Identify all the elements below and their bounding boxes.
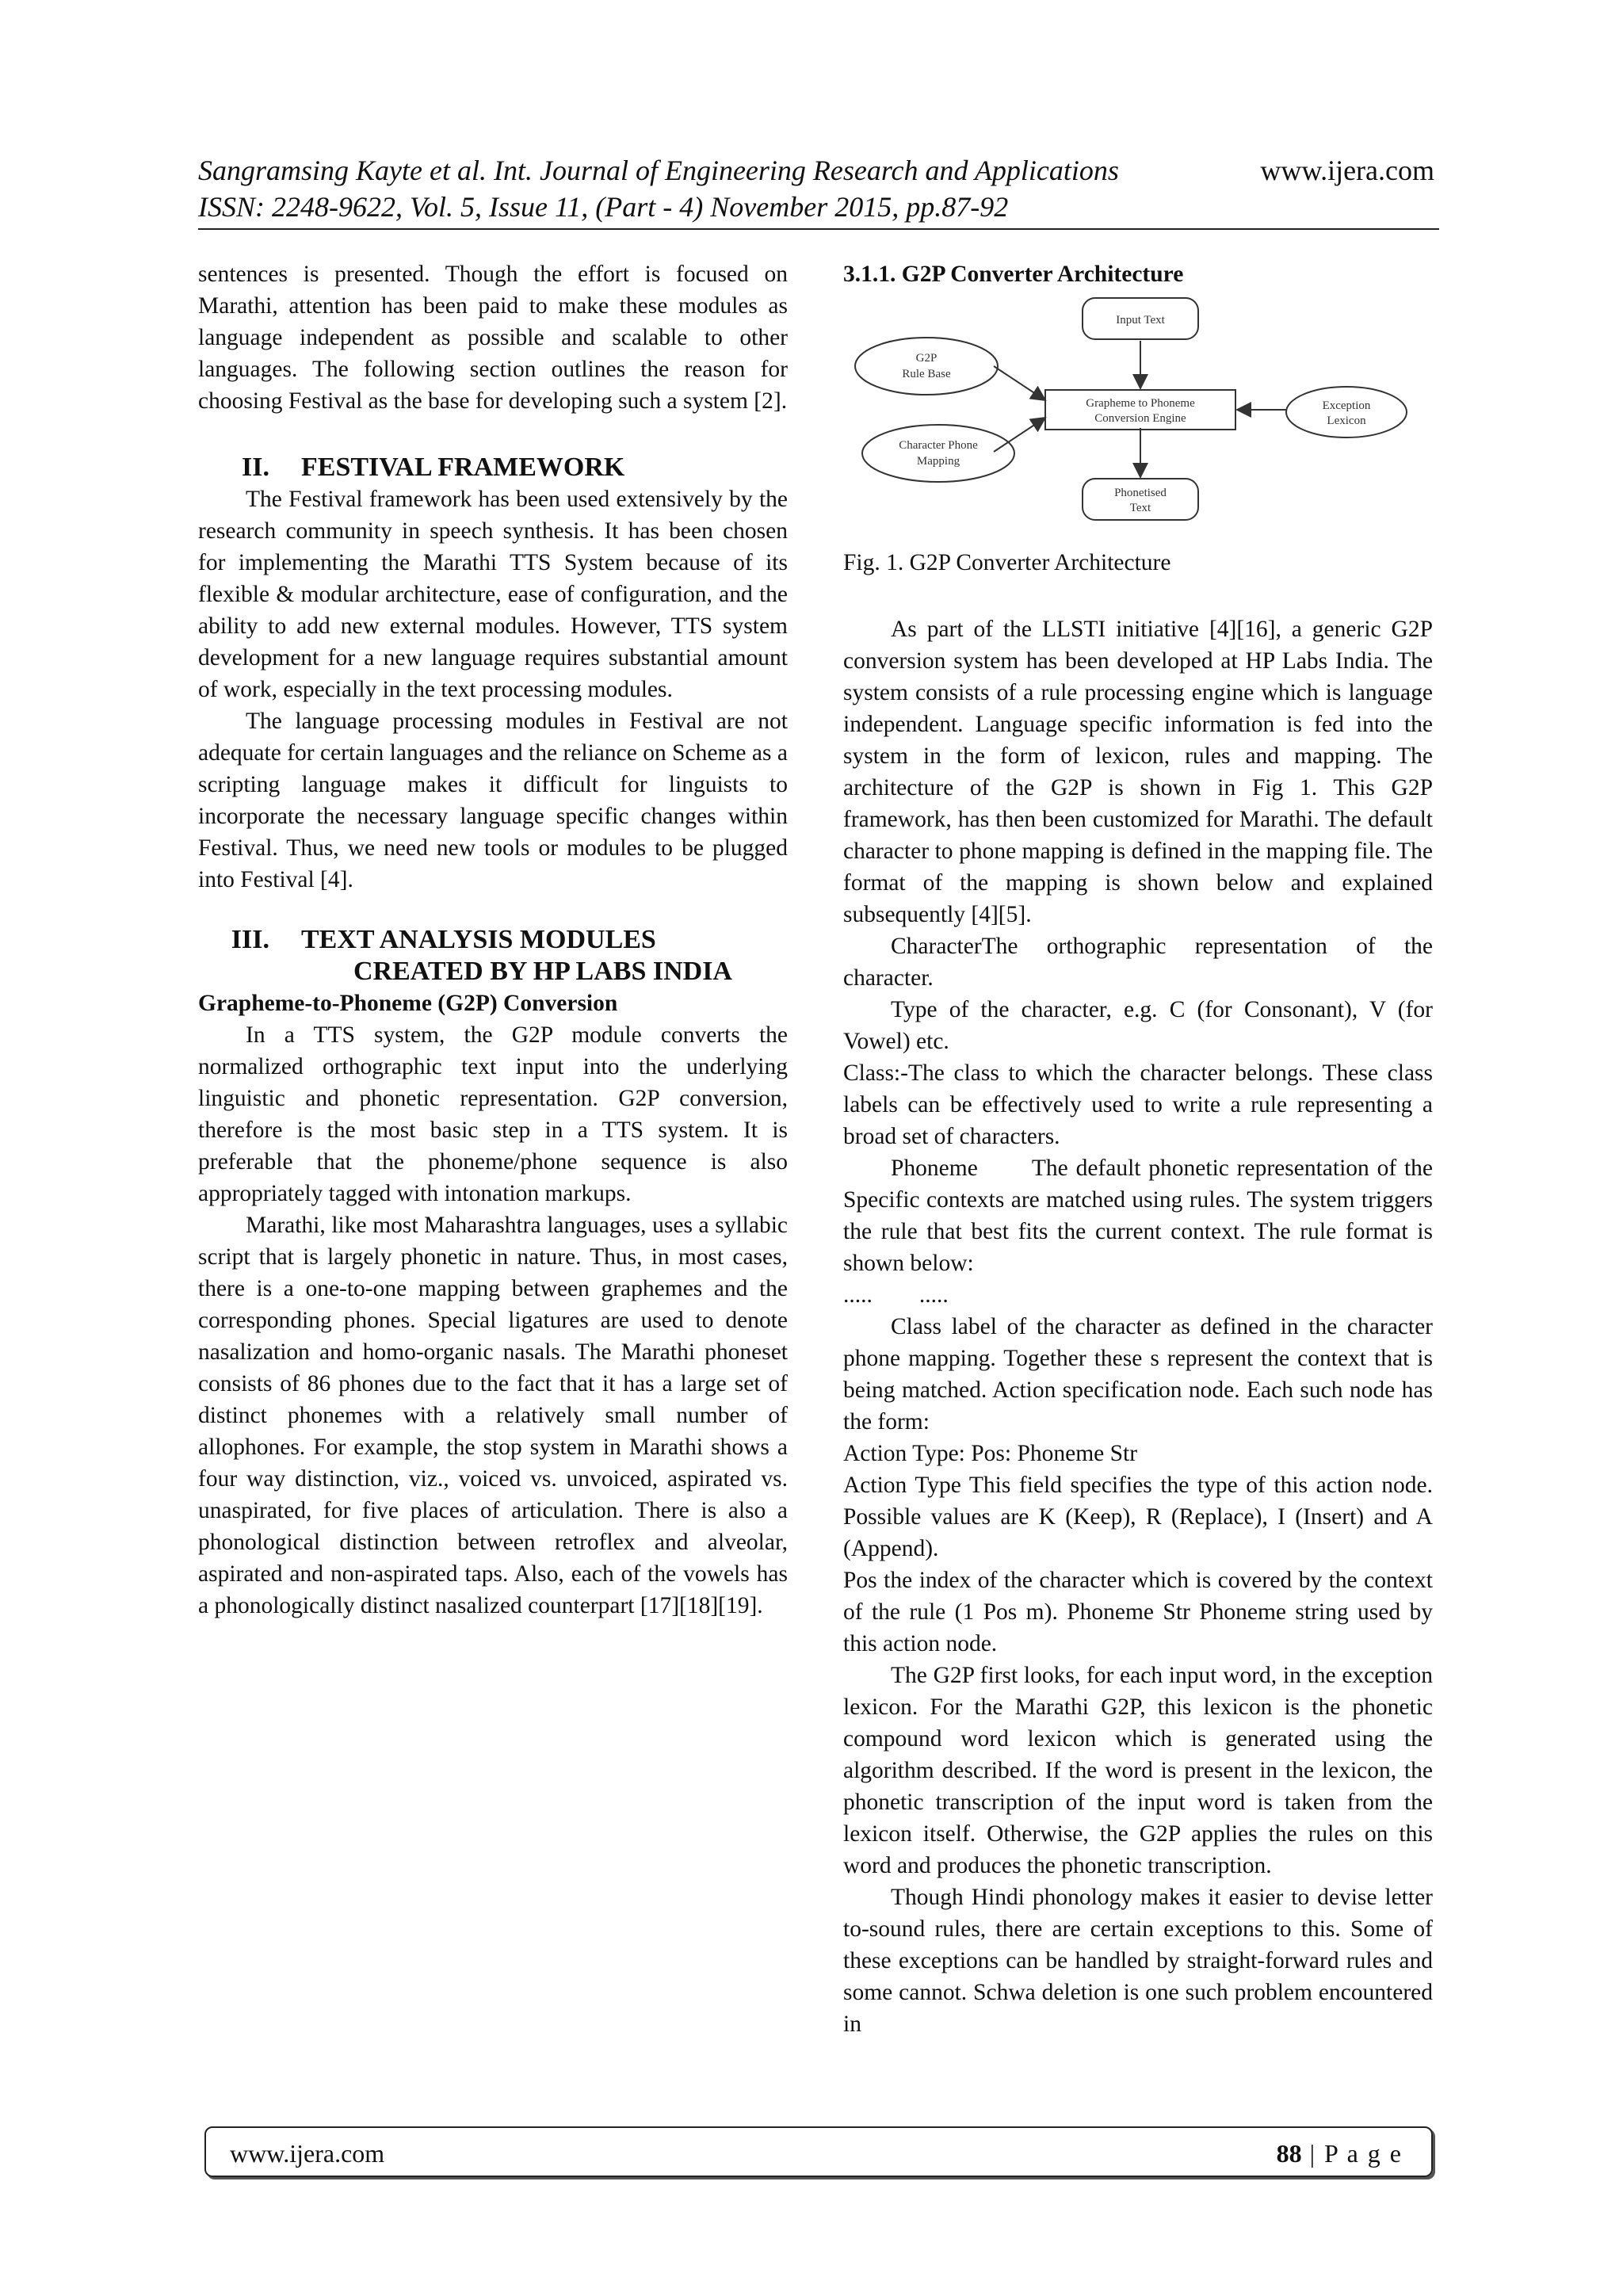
right-column: [843, 258, 1439, 2040]
header-rule: [198, 228, 1439, 230]
mapping-ellipse: [862, 425, 1014, 482]
arrow-mapping-to-engine: [994, 418, 1045, 452]
paragraph: The Festival framework has been used extensively by the research community in speech synthesis. It has been chosen for implementing the Marathi TTS System because of its flexible & modular architecture, ease of configuration, and the ability to add new external modules. However, TTS system development for a new language requires substantial amount of work, especially in the text processing modules.: [198, 487, 788, 702]
paragraph: Class:-The class to which the character belongs. These class labels can be effectively used to write a rule representing a broad set of characters.: [843, 1060, 1433, 1149]
paragraph: ..... .....: [843, 1282, 949, 1308]
diagram-label: Character Phone: [899, 439, 978, 452]
diagram-label: Lexicon: [1327, 415, 1366, 427]
section-title: TEXT ANALYSIS MODULES: [301, 925, 656, 954]
diagram-label: Phonetised: [1114, 487, 1167, 499]
paragraph: sentences is presented. Though the effort is focused on Marathi, attention has been paid to make these modules as language independent as possible and scalable to other languages. The following section outlines the reason for choosing Festival as the base for developing such a system [2].: [198, 262, 788, 414]
rule-base-ellipse: [855, 338, 998, 395]
paragraph: The G2P first looks, for each input word, in the exception lexicon. For the Marathi G2P, this lexicon is the phonetic compound word lexicon which is generated using the algorithm described. If the word is present in the lexicon, the phonetic transcription of the input word is taken from the lexicon itself. Otherwise, the G2P applies the rules on this word and produces the phonetic transcription.: [843, 1663, 1433, 1878]
paragraph: Class label of the character as defined in the character phone mapping. Together these s represent the context that is being matched. Action specification node. Each such node has the form:: [843, 1314, 1433, 1435]
arrow-rules-to-engine: [994, 366, 1045, 400]
paragraph: Type of the character, e.g. C (for Consonant), V (for Vowel) etc.: [843, 997, 1433, 1054]
section-heading-festival: [198, 452, 788, 483]
running-header: [198, 152, 1434, 225]
paragraph: Action Type This field specifies the type of this action node. Possible values are K (Keep), R (Replace), I (Insert) and A (Append).: [843, 1473, 1433, 1561]
subsection-heading: Grapheme-to-Phoneme (G2P) Conversion: [198, 991, 618, 1016]
paragraph: Though Hindi phonology makes it easier to devise letter to-sound rules, there are certain exceptions to this. Some of these exceptions can be handled by straight-forward rules and some cannot. Schwa deletion is one such problem encountered in: [843, 1885, 1433, 2037]
header-citation: Sangramsing Kayte et al. Int. Journal of Engineering Research and Applications: [198, 155, 1119, 186]
paragraph: Phoneme The default phonetic representation of the Specific contexts are matched using rules. The system triggers the rule that best fits the current context. The rule format is shown below:: [843, 1156, 1439, 1276]
diagram-label: Text: [1129, 502, 1151, 514]
paragraph: In a TTS system, the G2P module converts the normalized orthographic text input into the underlying linguistic and phonetic representation. G2P conversion, therefore is the most basic step in a TTS system. It is preferable that the phoneme/phone sequence is also appropriately tagged with intonation markups.: [198, 1022, 788, 1206]
section-number: III.: [231, 925, 269, 954]
diagram-label: G2P: [915, 352, 938, 365]
page-label: | P a g e: [1301, 2139, 1403, 2168]
paragraph: Marathi, like most Maharashtra languages, uses a syllabic script that is largely phonetic in nature. Thus, in most cases, there is a one-to-one mapping between graphemes and the corresponding phones. Special ligatures are used to denote nasalization and homo-organic nasals. The Marathi phoneset consists of 86 phones due to the fact that it has a large set of distinct phonemes with a relatively small number of allophones. For example, the stop system in Marathi shows a four way distinction, viz., voiced vs. unvoiced, aspirated vs. unaspirated, for five places of articulation. There is also a phonological distinction between retroflex and alveolar, aspirated and non-aspirated taps. Also, each of the vowels has a phonologically distinct nasalized counterpart [17][18][19].: [198, 1213, 788, 1618]
page-number: [1277, 2139, 1403, 2168]
diagram-canvas: [843, 295, 1433, 547]
lexicon-ellipse: [1286, 387, 1407, 437]
figure-heading: 3.1.1. G2P Converter Architecture: [843, 262, 1184, 287]
page-footer: [204, 2126, 1433, 2177]
diagram-label: Grapheme to Phoneme: [1086, 397, 1195, 410]
section-title-continued: CREATED BY HP LABS INDIA: [353, 957, 732, 986]
header-issn: ISSN: 2248-9622, Vol. 5, Issue 11, (Part - 4) November 2015, pp.87-92: [198, 191, 1009, 223]
g2p-architecture-diagram: [843, 295, 1433, 547]
page-number-value: 88: [1276, 2139, 1302, 2168]
footer-url[interactable]: www.ijera.com: [230, 2139, 385, 2168]
paragraph: CharacterThe orthographic representation of the character.: [843, 934, 1433, 991]
diagram-label: Mapping: [916, 455, 960, 468]
diagram-label: Conversion Engine: [1094, 412, 1186, 425]
diagram-label: Exception: [1322, 399, 1371, 412]
left-column: [198, 258, 788, 1622]
section-title: FESTIVAL FRAMEWORK: [301, 453, 625, 482]
figure-caption: Fig. 1. G2P Converter Architecture: [843, 550, 1171, 575]
paragraph: Action Type: Pos: Phoneme Str: [843, 1441, 1138, 1466]
header-url[interactable]: www.ijera.com: [1260, 155, 1434, 186]
paragraph: Pos the index of the character which is covered by the context of the rule (1 Pos m). Phoneme Str Phoneme string used by this action node.: [843, 1568, 1433, 1656]
section-heading-text-analysis: [198, 924, 788, 988]
diagram-label: Input Text: [1116, 314, 1165, 327]
paragraph: As part of the LLSTI initiative [4][16], a generic G2P conversion system has been developed at HP Labs India. The system consists of a rule processing engine which is language independent. Language specific information is fed into the system in the form of lexicon, rules and mapping. The architecture of the G2P is shown in Fig 1. This G2P framework, has then been customized for Marathi. The default character to phone mapping is defined in the mapping file. The format of the mapping is shown below and explained subsequently [4][5].: [843, 617, 1433, 927]
section-number: II.: [242, 453, 269, 482]
paragraph: The language processing modules in Festival are not adequate for certain languages and the reliance on Scheme as a scripting language makes it difficult for linguists to incorporate the necessary language specific changes within Festival. Thus, we need new tools or modules to be plugged into Festival [4].: [198, 709, 788, 892]
diagram-label: Rule Base: [902, 368, 951, 380]
